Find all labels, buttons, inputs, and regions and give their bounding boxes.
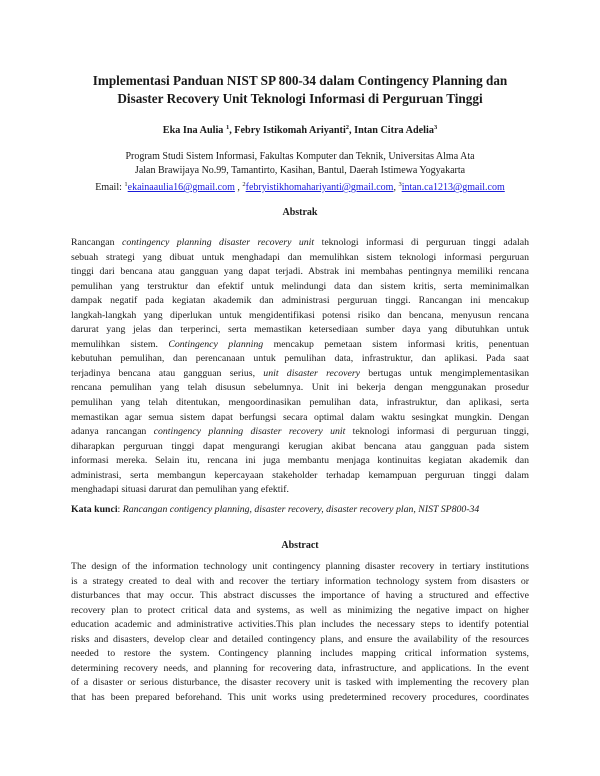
abstrak-line: memulihkan sistem. Contingency planning mencakup pemetaan sistem informasi kritis, penentuan (71, 338, 529, 350)
abstract-line: is a strategy created to deal with and recover the tertiary information technology system from disasters or (71, 575, 529, 587)
abstract-line: determining recovery needs, and planning for recovering data, infrastructure, and applications. In the event (71, 662, 529, 674)
email-line (0, 178, 600, 195)
email-marker: 3 (398, 181, 402, 188)
keywords-text: Rancangan contigency planning, disaster recovery, disaster recovery plan, NIST SP800-34 (122, 504, 480, 515)
email-label: Email: (95, 182, 122, 193)
abstract-line: recovery plan to protect critical data and systems, as well as minimizing the negative impact on higher (71, 604, 529, 616)
keywords (71, 503, 541, 516)
abstrak-heading: Abstrak (282, 207, 318, 218)
abstrak-line: dampak negatif pada kegiatan akademik dan administrasi perguruan tinggi. Rancangan ini mencakup (71, 295, 529, 307)
keywords-separator: : (117, 504, 123, 515)
abstrak-line: diharapkan perguruan tinggi dapat mengurangi kerugian akibat bencana atau gangguan pada sistem (71, 440, 529, 452)
abstrak-line: pemulihan yang terstruktur dan efektif untuk melindungi data dan sistem kritis, serta meminimalkan (71, 280, 529, 292)
author-affil-marker: 1 (225, 124, 230, 131)
abstrak-line: pemulihan yang telah ditentukan, mengoordinasikan pemulihan data, infrastruktur, dan aplikasi, serta (71, 397, 529, 409)
author-list: Eka Ina Aulia $^1$, Febry Istikomah Ariyanti$^2$, Intan Citra Adelia$^3$ (162, 124, 438, 136)
abstrak-line: langkah-langkah yang diperlukan untuk mengidentifikasi potensi risiko dan bencana, menyusun rencana (71, 309, 529, 321)
author-name: Intan Citra Adelia (354, 125, 434, 136)
title-line-1: Implementasi Panduan NIST SP 800-34 dalam Contingency Planning dan (92, 73, 508, 88)
abstrak-line: administrasi, serta membangun kepercayaan stakeholder terhadap kemampuan perguruan tinggi dalam (71, 469, 529, 481)
abstrak-line: memastikan agar semua sistem dapat berfungsi secara optimal dalam waktu sesingkat mungkin. Dengan (71, 411, 529, 423)
abstract-line: disturbances that may occur. This abstract discusses the importance of having a structured and effective (71, 590, 529, 602)
email-marker: 1 (124, 181, 128, 188)
abstrak-line: Rancangan contingency planning disaster recovery unit teknologi informasi di perguruan tinggi adalah (71, 237, 529, 248)
abstract-heading: Abstract (281, 540, 319, 551)
title-line-2: Disaster Recovery Unit Teknologi Informasi di Perguruan Tinggi (117, 91, 483, 106)
abstract-body (71, 560, 529, 705)
abstrak-line: tinggi dari bencana atau gangguan yang dapat terjadi. Abstrak ini membahas pentingnya memiliki rencana (71, 266, 529, 278)
address-line: Jalan Brawijaya No.99, Tamantirto, Kasihan, Bantul, Daerah Istimewa Yogyakarta (134, 165, 466, 176)
affiliation-block (0, 150, 600, 195)
email-marker: 2 (242, 181, 246, 188)
author-affil-marker: 3 (433, 124, 438, 131)
email-separator: , (393, 182, 399, 193)
author-affil-marker: 2 (345, 124, 350, 131)
affiliation-line: Program Studi Sistem Informasi, Fakultas Komputer dan Teknik, Universitas Alma Ata (125, 151, 475, 162)
abstrak-line: sebuah strategi yang dibuat untuk menghadapi dan memulihkan sistem teknologi informasi perguruan (71, 251, 529, 263)
email-link[interactable]: ekainaaulia16@gmail.com (127, 182, 235, 193)
author-name: Febry Istikomah Ariyanti (234, 125, 346, 136)
abstrak-line: kebutuhan pemulihan, dan perencanaan untuk pemulihan data, infrastruktur, dan aplikasi. Pada saat (71, 353, 529, 365)
abstrak-line: informasi mereka. Selain itu, rencana ini juga membantu menjaga kontinuitas kegiatan akademik dan (71, 455, 529, 467)
abstract-line: The design of the information technology unit contingency planning disaster recovery in tertiary institutions (71, 561, 529, 572)
email-separator: , (234, 182, 243, 193)
abstrak-line: menghadapi situasi darurat dan pemulihan yang efektif. (71, 484, 289, 496)
keywords-label: Kata kunci (71, 504, 118, 515)
abstract-line: risks and disasters, develop clear and detailed contingency plans, and ensure the availability of the resources (71, 633, 529, 645)
abstrak-body (71, 236, 529, 498)
author-name: Eka Ina Aulia (162, 125, 224, 136)
paper-title (40, 72, 560, 108)
abstract-line: needed to restore the system. Contingency planning includes mapping critical information systems, (71, 648, 529, 660)
abstract-line: education academic and administrative activities.This plan includes the necessary steps to identify potential (71, 619, 529, 631)
email-link[interactable]: intan.ca1213@gmail.com (401, 182, 505, 193)
abstract-line: that has been prepared beforehand. This unit works using predetermined recovery procedures, coordinates (71, 691, 529, 703)
abstrak-line: darurat yang jelas dan terperinci, serta memastikan ketersediaan sumber daya yang dibutuhkan untuk (71, 324, 529, 336)
email-link[interactable]: febryistikhomahariyanti@gmail.com (245, 182, 394, 193)
abstract-line: of a disaster or serious disturbance, the disaster recovery unit is tasked with implementing the recovery plan (71, 677, 529, 689)
abstrak-line: rencana pemulihan yang telah disusun sebelumnya. Unit ini bekerja dengan menggunakan prosedur (71, 382, 529, 394)
abstrak-line: adanya rancangan contingency planning disaster recovery unit teknologi informasi di perguruan tinggi, (71, 426, 529, 438)
abstrak-line: terjadinya bencana atau gangguan serius, unit disaster recovery bertugas untuk mengimplementasikan (71, 367, 529, 379)
